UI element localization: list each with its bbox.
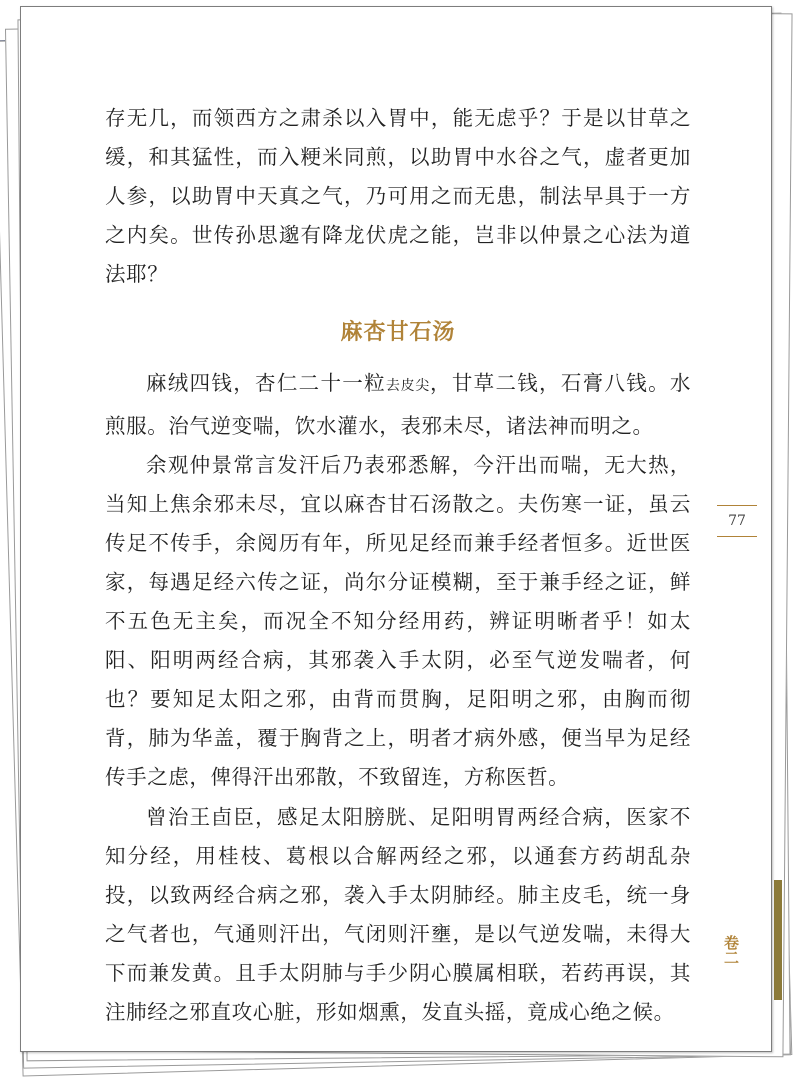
page-body	[105, 99, 691, 1032]
paragraph-continued: 存无几，而领西方之肃杀以入胃中，能无虑乎？于是以甘草之缓，和其猛性，而入粳米同煎，以助胃中水谷之气，虚者更加人参，以助胃中天真之气，乃可用之而无患，制法早具于一方之内矣。世传孙思邈有降龙伏虎之能，岂非以仲景之心法为道法耶？	[105, 106, 691, 287]
paragraph-commentary: 余观仲景常言发汗后乃表邪悉解，今汗出而喘，无大热，当知上焦余邪未尽，宜以麻杏甘石汤散之。夫伤寒一证，虽云传足不传手，余阅历有年，所见足经而兼手经者恒多。近世医家，每遇足经六传之证，尚尔分证模糊，至于兼手经之证，鲜不五色无主矣，而况全不知分经用药，辨证明晰者乎！如太阳、阳明两经合病，其邪袭入手太阴，必至气逆发喘者，何也？要知足太阳之邪，由背而贯胸，足阳明之邪，由胸而彻背，肺为华盖，覆于胸背之上，明者才病外感，便当早为足经传手之虑，俾得汗出邪散，不致留连，方称医哲。	[105, 452, 691, 790]
section-title: 麻杏甘石汤	[340, 320, 456, 346]
page-number-marker	[717, 505, 757, 537]
volume-label: 卷二	[722, 935, 740, 965]
stacked-page-edge-gold	[774, 880, 782, 1000]
paragraph-formula	[105, 364, 691, 445]
page-number: 77	[728, 513, 746, 529]
paragraph-case: 曾治王卣臣，感足太阳膀胱、足阳明胃两经合病，医家不知分经，用桂枝、葛根以合解两经之邪，以通套方药胡乱杂投，以致两经合病之邪，袭入手太阴肺经。肺主皮毛，统一身之气者也，气通则汗出，气闭则汗壅，是以气逆发喘，未得大下而兼发黄。且手太阴肺与手少阴心膜属相联，若药再误，其注肺经之邪直攻心脏，形如烟熏，发直头摇，竟成心绝之候。	[105, 804, 691, 1024]
formula-note: 去皮尖	[385, 378, 431, 395]
book-page	[20, 6, 772, 1052]
formula-usage: ，甘草二钱，石膏八钱。水煎服。治气逆变喘，饮水灌水，表邪未尽，诸法神而明之。	[105, 371, 691, 438]
page-number-rule-bottom	[717, 536, 757, 537]
formula-ingredients: 麻绒四钱，杏仁二十一粒	[146, 371, 386, 396]
